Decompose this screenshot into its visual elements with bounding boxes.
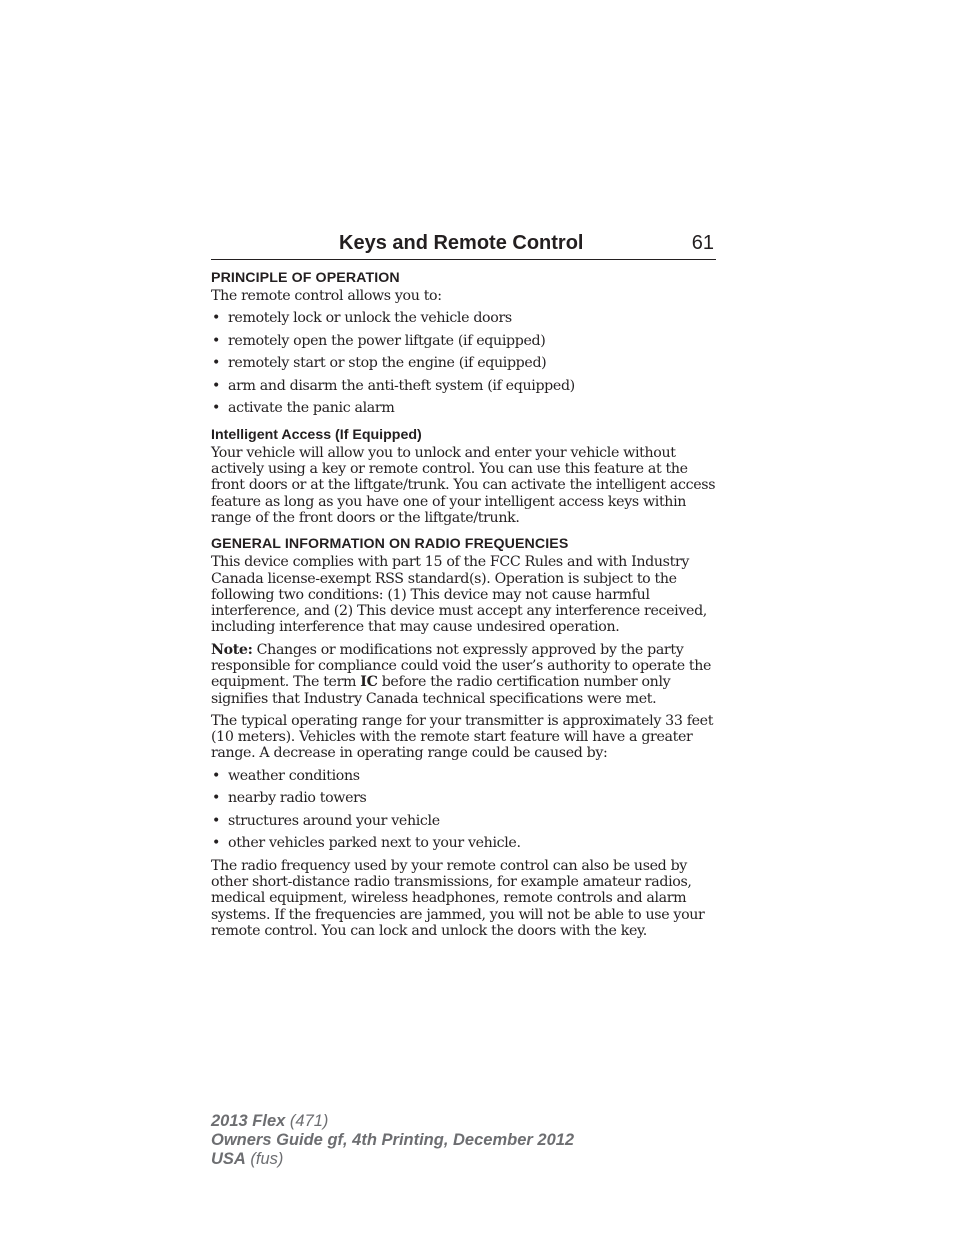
page-number: 61 — [691, 232, 714, 254]
section-heading-principle: PRINCIPLE OF OPERATION — [211, 270, 400, 286]
list-item: • other vehicles parked next to your vehicle. — [211, 835, 716, 851]
principle-intro: The remote control allows you to: — [211, 288, 442, 304]
footer-line-model — [211, 1112, 574, 1131]
section-heading-radio: GENERAL INFORMATION ON RADIO FREQUENCIES — [211, 536, 569, 553]
list-item: • weather conditions — [211, 768, 716, 784]
footer-market: USA — [211, 1150, 246, 1169]
footer-line-market — [211, 1150, 574, 1169]
list-item: • structures around your vehicle — [211, 813, 716, 829]
range-factors-list — [211, 768, 716, 852]
footer-model: 2013 Flex — [211, 1112, 286, 1130]
note-text-1: Changes or modifications not expressly approved by the party responsible for compliance could void the user’s authority to operate the equipment. The term — [211, 641, 712, 691]
note-label: Note: — [211, 641, 253, 658]
radio-paragraph-1: This device complies with part 15 of the FCC Rules and with Industry Canada license-exempt RSS standard(s). Operation is subject to the following two conditions: (1) This device may not cause harmful interference, and (2) This device must accept any interference received, including interference that may cause undesired operation. — [211, 554, 707, 636]
list-item: • nearby radio towers — [211, 790, 716, 806]
footer-market-code: (fus) — [245, 1150, 284, 1169]
page-header — [211, 229, 716, 260]
note-text-2: before the radio certification number only signifies that Industry Canada technical specifications were met. — [211, 674, 671, 707]
subheading-intelligent-access: Intelligent Access (If Equipped) — [211, 426, 422, 443]
footer-model-code: (471) — [285, 1112, 329, 1130]
list-item: • remotely open the power liftgate (if equipped) — [211, 333, 716, 349]
radio-paragraph-2: The typical operating range for your transmitter is approximately 33 feet (10 meters). Vehicles with the remote start feature will have a greater range. A decrease in operating range could be caused by: — [211, 712, 714, 762]
page-content — [211, 266, 716, 945]
list-item: • arm and disarm the anti-theft system (if equipped) — [211, 378, 716, 394]
radio-paragraph-3: The radio frequency used by your remote control can also be used by other short-distance radio transmissions, for example amateur radios, medical equipment, wireless headphones, remote controls and alarm systems. If the frequencies are jammed, you will not be able to use your remote control. You can lock and unlock the doors with the key. — [211, 857, 705, 939]
list-item: • remotely start or stop the engine (if equipped) — [211, 355, 716, 371]
list-item: • remotely lock or unlock the vehicle doors — [211, 310, 716, 326]
intelligent-access-body: Your vehicle will allow you to unlock and enter your vehicle without actively using a key or remote control. You can use this feature at the front doors or at the liftgate/trunk. You can activate the intelligent access feature as long as you have one of your intelligent access keys within range of the front doors or the liftgate/trunk. — [211, 444, 716, 526]
page-footer — [211, 1112, 574, 1170]
note-term: IC — [360, 674, 378, 691]
radio-note — [211, 642, 716, 707]
principle-list — [211, 310, 716, 416]
footer-guide: Owners Guide gf, 4th Printing, December 2012 — [211, 1131, 575, 1150]
list-item: • activate the panic alarm — [211, 400, 716, 416]
page-title: Keys and Remote Control — [339, 232, 584, 254]
